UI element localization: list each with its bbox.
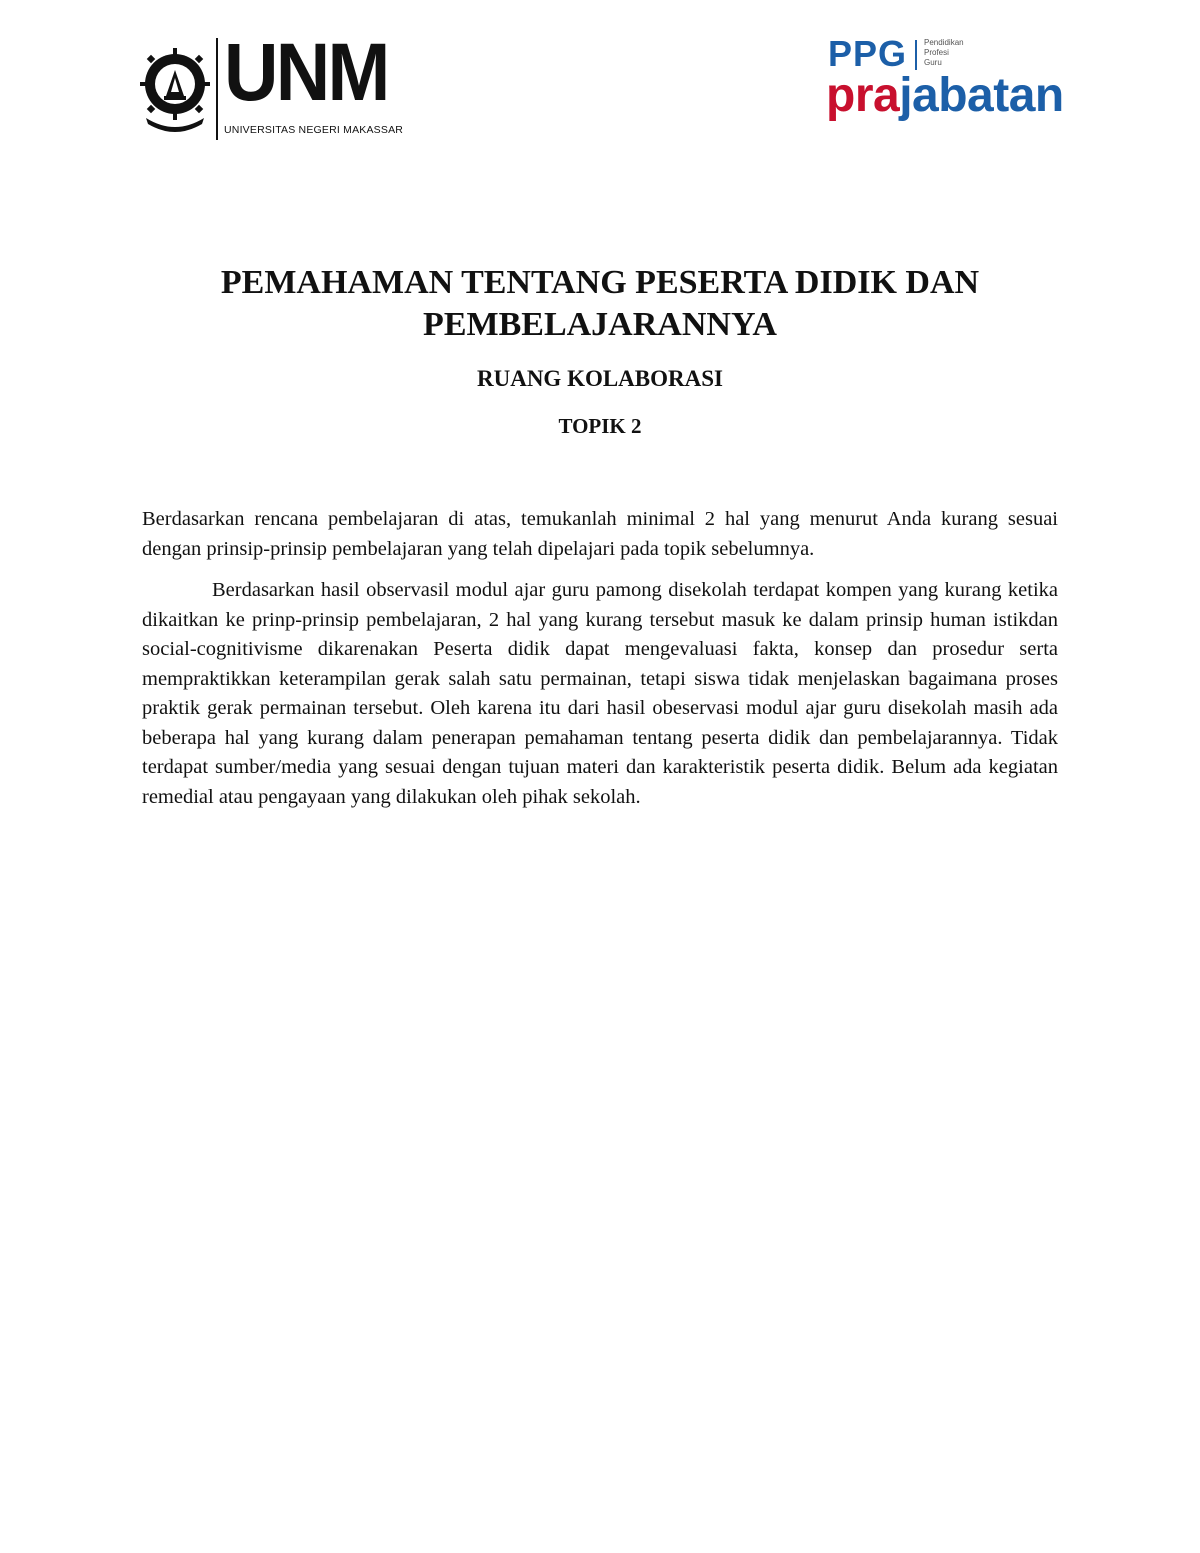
ppg-small-line: Guru [924,58,942,67]
document-subtitle: RUANG KOLABORASI [476,366,723,391]
ppg-small-text [924,38,964,68]
document-title: PEMAHAMAN TENTANG PESERTA DIDIK DAN PEMBELAJARANNYA [220,264,980,343]
unm-wordmark: UNM [224,27,388,118]
ppg-prajabatan-logo [826,33,1066,132]
prajabatan-wordmark [826,69,1064,122]
unm-emblem-icon [140,44,210,132]
ppg-divider [915,40,917,70]
answer-paragraph: Berdasarkan hasil observasil modul ajar guru pamong disekolah terdapat kompen yang kurang ketika dikaitkan ke prinp-prinsip pembelajaran, 2 hal yang kurang tersebut masuk ke dalam prinsip human istikdan social-cognitivisme dikarenakan Peserta didik dapat mengevaluasi fakta, konsep dan prosedur serta mempraktikkan keterampilan gerak salah satu permainan, tetapi siswa tidak menjelaskan bagaimana proses praktik gerak permainan tersebut. Oleh karena itu dari hasil obeservasi modul ajar guru disekolah masih ada beberapa hal yang kurang dalam penerapan pemahaman tentang peserta didik dan pembelajarannya. Tidak terdapat sumber/media yang sesuai dengan tujuan materi dan karakteristik peserta didik. Belum ada kegiatan remedial atau pengayaan yang dilakukan oleh pihak sekolah. [142,579,1058,808]
question-paragraph: Berdasarkan rencana pembelajaran di atas, temukanlah minimal 2 hal yang menurut Anda kurang sesuai dengan prinsip-prinsip pembelajaran yang telah dipelajari pada topik sebelumnya. [142,508,1058,560]
logo-divider [216,38,218,140]
prajabatan-part-blue: jabatan [899,69,1064,122]
ppg-small-line: Profesi [924,48,949,57]
ppg-mark: PPG [828,33,908,74]
ppg-small-line: Pendidikan [924,38,964,47]
unm-logo [140,27,404,140]
topic-heading: TOPIK 2 [558,414,642,438]
unm-subtitle: UNIVERSITAS NEGERI MAKASSAR [224,124,404,136]
prajabatan-part-red: pra [826,69,900,122]
